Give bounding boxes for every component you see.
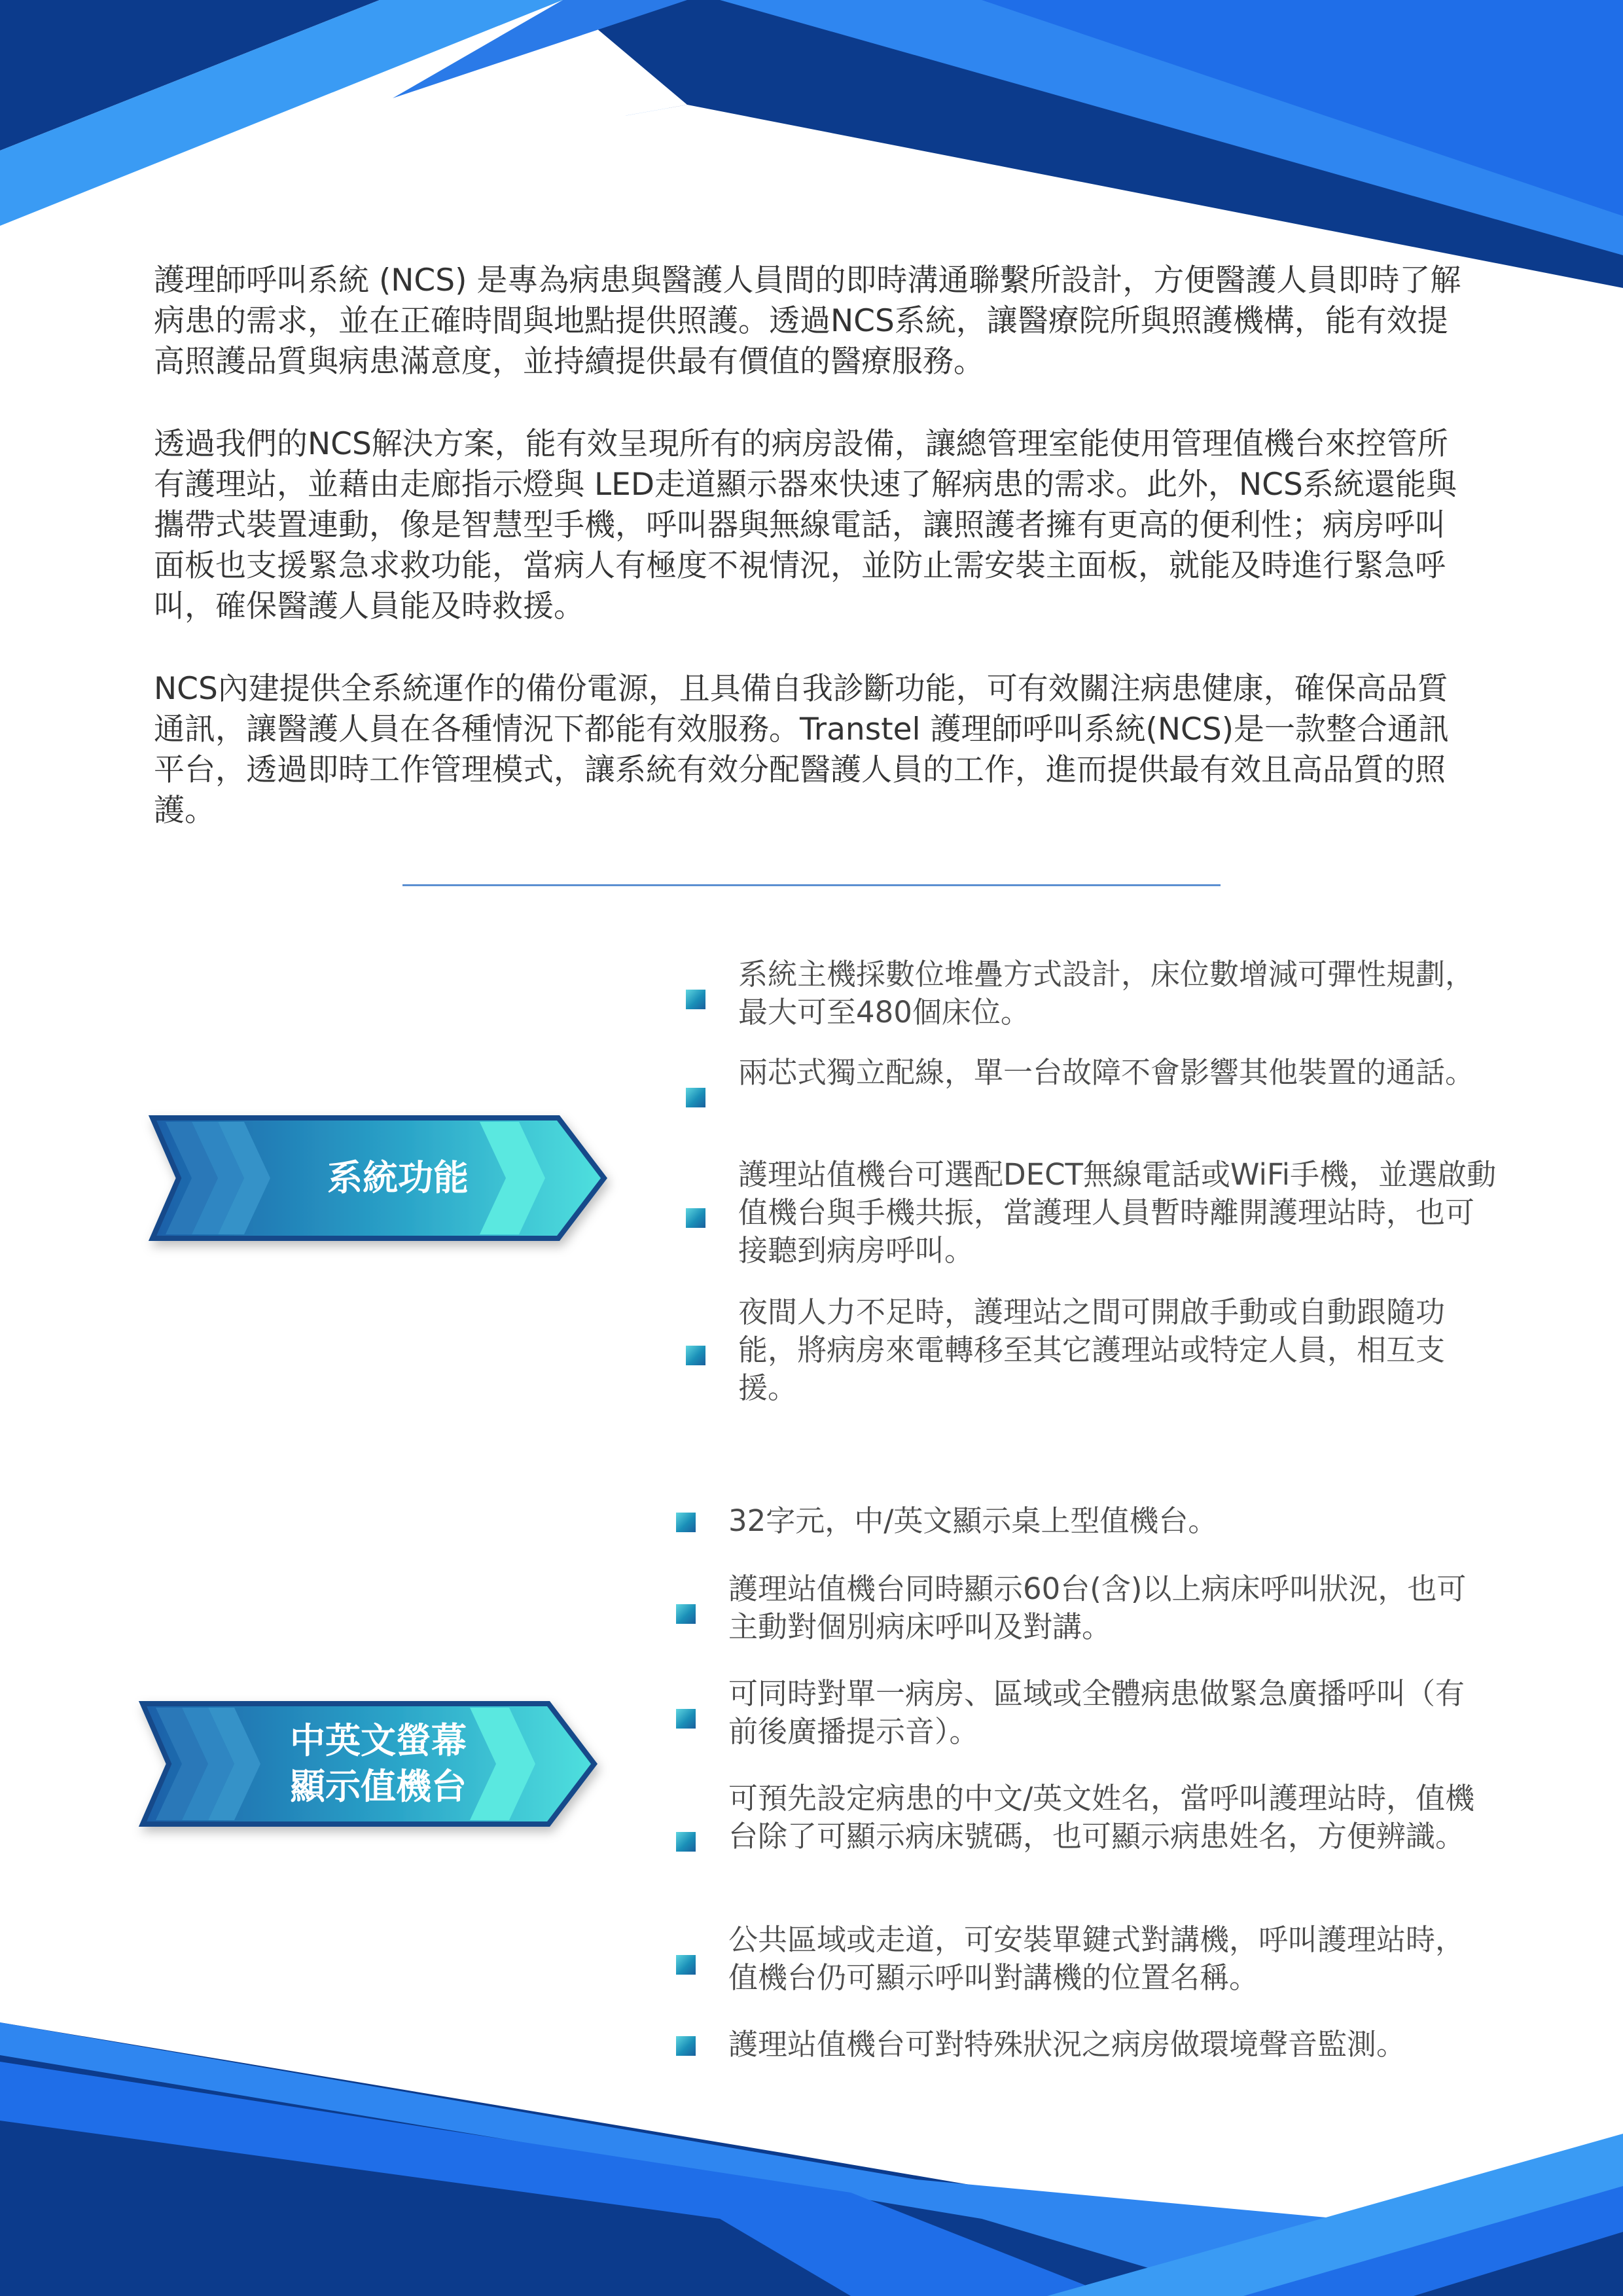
list-item <box>728 1502 1488 1540</box>
list-item <box>728 1570 1488 1646</box>
list-item-text: 系統主機採數位堆疊方式設計，床位數增減可彈性規劃，最大可至480個床位。 <box>738 957 1475 1030</box>
list-item <box>728 1675 1488 1751</box>
list-item-text: 護理站值機台同時顯示60台(含)以上病床呼叫狀況，也可主動對個別病床呼叫及對講。 <box>728 1571 1467 1644</box>
list-item-text: 32字元，中/英文顯示桌上型值機台。 <box>728 1503 1218 1538</box>
list-item-text: 可同時對單一病房、區域或全體病患做緊急廣播呼叫（有前後廣播提示音）。 <box>728 1676 1465 1749</box>
square-bullet-icon <box>686 1208 705 1228</box>
section-ribbon-system-functions <box>152 1113 611 1244</box>
intro-paragraph-1: 護理師呼叫系統 (NCS) 是專為病患與醫護人員間的即時溝通聯繫所設計，方便醫護人員即時了解病患的需求，並在正確時間與地點提供照護。透過NCS系統，讓醫療院所與照護機構，能有效提高照護品質與病患滿意度，並持續提供最有價值的醫療服務。 <box>154 262 1461 380</box>
square-bullet-icon <box>686 1088 705 1107</box>
ribbon-title <box>241 1698 516 1829</box>
list-item-text: 夜間人力不足時，護理站之間可開啟手動或自動跟隨功能，將病房來電轉移至其它護理站或特定人員，相互支援。 <box>738 1295 1446 1405</box>
list-item-text: 兩芯式獨立配線，單一台故障不會影響其他裝置的通話。 <box>738 1055 1475 1090</box>
section-ribbon-display-console <box>143 1698 601 1829</box>
square-bullet-icon <box>686 1346 705 1365</box>
ribbon-title-line-2: 顯示值機台 <box>290 1766 467 1807</box>
list-item <box>738 1156 1497 1270</box>
list-item <box>738 1054 1497 1092</box>
intro-paragraph-2: 透過我們的NCS解決方案，能有效呈現所有的病房設備，讓總管理室能使用管理值機台來控管所有護理站，並藉由走廊指示燈與 LED走道顯示器來快速了解病患的需求。此外，NCS系統還能與攜帶式裝置連動，像是智慧型手機，呼叫器與無線電話，讓照護者擁有更高的便利性；病房呼叫面板也支援緊急求救功能，當病人有極度不視情況，並防止需安裝主面板，就能及時進行緊急呼叫，確保醫護人員能及時救援。 <box>154 426 1457 624</box>
top-decoration <box>0 0 1623 288</box>
square-bullet-icon <box>676 1709 696 1729</box>
intro-paragraph-3: NCS內建提供全系統運作的備份電源，且具備自我診斷功能，可有效關注病患健康，確保高品質通訊，讓醫護人員在各種情況下都能有效服務。Transtel 護理師呼叫系統(NCS)是一款整合通訊平台，透過即時工作管理模式，讓系統有效分配醫護人員的工作，進而提供最有效且高品質的照護。 <box>154 671 1450 829</box>
square-bullet-icon <box>676 1513 696 1532</box>
list-item-text: 護理站值機台可選配DECT無線電話或WiFi手機，並選啟動值機台與手機共振，當護理人員暫時離開護理站時，也可接聽到病房呼叫。 <box>738 1157 1497 1268</box>
square-bullet-icon <box>676 1604 696 1624</box>
square-bullet-icon <box>686 990 705 1009</box>
section-divider <box>402 884 1221 886</box>
list-item <box>738 1293 1497 1407</box>
square-bullet-icon <box>676 1955 696 1975</box>
square-bullet-icon <box>676 1832 696 1852</box>
ribbon-title: 系統功能 <box>327 1157 469 1198</box>
list-item <box>728 1921 1488 1997</box>
list-item <box>728 1780 1488 1856</box>
ribbon-title-line-1: 中英文螢幕 <box>290 1720 467 1761</box>
list-item-text: 公共區域或走道，可安裝單鍵式對講機，呼叫護理站時，值機台仍可顯示呼叫對講機的位置名稱。 <box>728 1922 1465 1995</box>
list-item-text: 可預先設定病患的中文/英文姓名，當呼叫護理站時，值機台除了可顯示病床號碼，也可顯示病患姓名，方便辨識。 <box>728 1781 1475 1854</box>
list-item <box>738 956 1497 1031</box>
list-item-text: 護理站值機台可對特殊狀況之病房做環境聲音監測。 <box>728 2027 1406 2062</box>
bottom-decoration <box>0 2022 1623 2296</box>
